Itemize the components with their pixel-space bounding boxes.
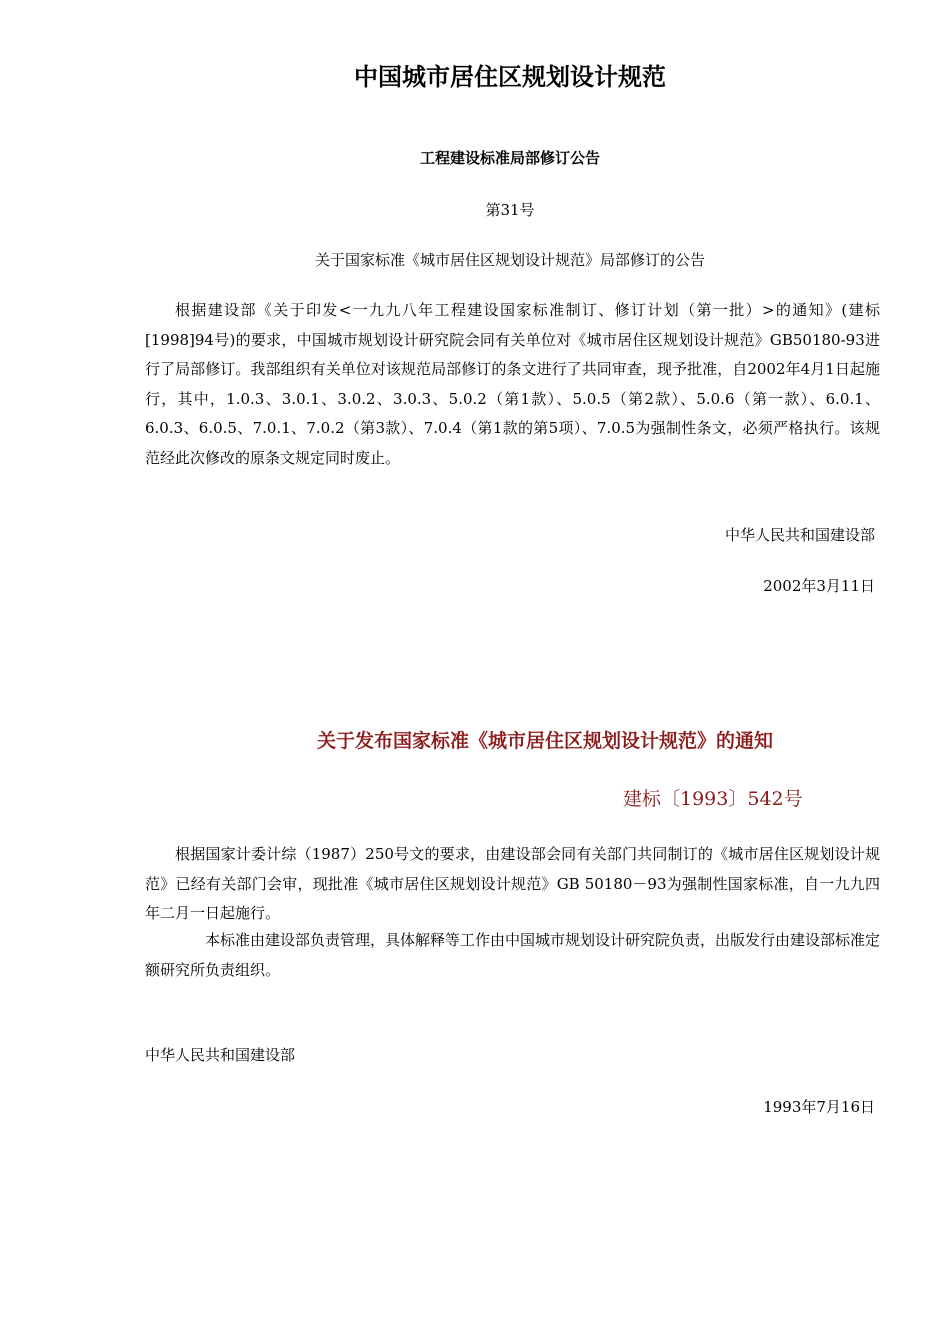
notice-number: 建标〔1993〕542号 bbox=[623, 788, 803, 810]
notice-title: 关于发布国家标准《城市居住区规划设计规范》的通知 bbox=[317, 730, 774, 752]
notice-paragraph-1: 根据国家计委计综（1987）250号文的要求，由建设部会同有关部门共同制订的《城市居住区规划设计规范》已经有关部门会审，现批准《城市居住区规划设计规范》GB 50180－93为强制性国家标准，自一九九四年二月一日起施行。 bbox=[145, 845, 880, 922]
main-title: 中国城市居住区规划设计规范 bbox=[354, 63, 666, 91]
announcement-issuer: 中华人民共和国建设部 bbox=[724, 526, 875, 544]
notice-issuer: 中华人民共和国建设部 bbox=[145, 1046, 296, 1064]
announcement-body: 根据建设部《关于印发<一九九八年工程建设国家标准制订、修订计划（第一批）>的通知》(建标[1998]94号)的要求，中国城市规划设计研究院会同有关单位对《城市居住区规划设计规范》GB50180-93进行了局部修订。我部组织有关单位对该规范局部修订的条文进行了共同审查，现予批准，自2002年4月1日起施行，其中，1.0.3、3.0.1、3.0.2、3.0.3、5.0.2（第1款）、5.0.5（第2款）、5.0.6（第一款）、6.0.1、6.0.3、6.0.5、7.0.1、7.0.2（第3款）、7.0.4（第1款的第5项）、7.0.5为强制性条文，必须严格执行。该规范经此次修改的原条文规定同时废止。 bbox=[145, 301, 880, 467]
notice-paragraph-2: 本标准由建设部负责管理，具体解释等工作由中国城市规划设计研究院负责，出版发行由建设部标准定额研究所负责组织。 bbox=[145, 931, 881, 979]
announcement-subject: 关于国家标准《城市居住区规划设计规范》局部修订的公告 bbox=[314, 251, 705, 269]
announcement-date: 2002年3月11日 bbox=[763, 577, 875, 595]
announcement-number: 第31号 bbox=[485, 201, 535, 219]
announcement-heading: 工程建设标准局部修订公告 bbox=[419, 149, 600, 167]
notice-date: 1993年7月16日 bbox=[763, 1098, 875, 1116]
